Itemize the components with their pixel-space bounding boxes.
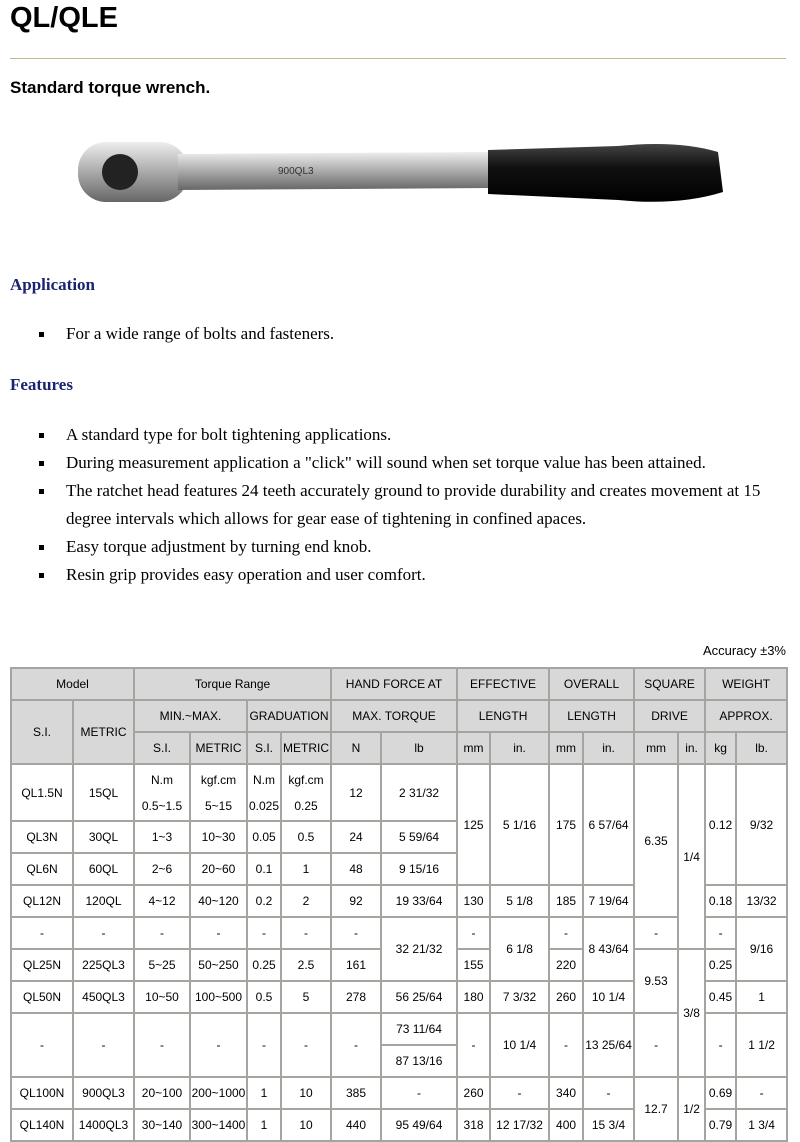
table-cell: -	[190, 917, 247, 949]
table-cell: 200~1000	[190, 1077, 247, 1109]
table-cell: QL1.5N	[11, 764, 73, 821]
table-row	[11, 917, 787, 949]
table-cell: 2 31/32	[381, 764, 457, 821]
table-cell: 13 25/64	[583, 1013, 634, 1077]
table-cell: 1~3	[134, 821, 190, 853]
list-item: The ratchet head features 24 teeth accurately ground to provide durability and creates movement at 15 degree intervals which allows for gear ease of tightening in confined apaces.	[38, 477, 778, 533]
table-cell: 5 1/16	[490, 764, 549, 885]
list-item: Easy torque adjustment by turning end knob.	[38, 533, 778, 561]
table-cell: 120QL	[73, 885, 134, 917]
header-cell: mm	[634, 732, 678, 764]
table-cell: 1 1/2	[736, 1013, 787, 1077]
table-cell: 2	[281, 885, 331, 917]
table-cell: kgf.cm 0.25	[281, 764, 331, 821]
table-cell: 0.69	[705, 1077, 736, 1109]
header-cell: lb	[381, 732, 457, 764]
table-cell: 155	[457, 949, 490, 981]
svg-text:900QL3: 900QL3	[278, 166, 314, 177]
features-heading: Features	[10, 375, 73, 394]
table-cell: 900QL3	[73, 1077, 134, 1109]
table-cell: kgf.cm 5~15	[190, 764, 247, 821]
header-cell: SQUARE	[634, 668, 705, 700]
header-cell: Torque Range	[134, 668, 331, 700]
table-cell: 92	[331, 885, 381, 917]
header-cell: S.I.	[11, 700, 73, 764]
table-cell: 3/8	[678, 949, 705, 1077]
header-cell: MIN.~MAX.	[134, 700, 247, 732]
table-cell: -	[134, 917, 190, 949]
table-cell: 6 1/8	[490, 917, 549, 981]
table-cell: 6.35	[634, 764, 678, 917]
table-row	[11, 1013, 787, 1045]
table-cell: 5	[281, 981, 331, 1013]
table-cell: -	[247, 917, 281, 949]
header-cell: MAX. TORQUE	[331, 700, 457, 732]
table-cell: 10	[281, 1077, 331, 1109]
table-cell: -	[281, 1013, 331, 1077]
table-cell: 30~140	[134, 1109, 190, 1141]
header-cell: mm	[549, 732, 583, 764]
table-cell: 5 59/64	[381, 821, 457, 853]
table-cell: 220	[549, 949, 583, 981]
table-cell: QL100N	[11, 1077, 73, 1109]
table-cell: 0.25	[247, 949, 281, 981]
table-cell: 30QL	[73, 821, 134, 853]
table-cell: 1	[247, 1109, 281, 1141]
table-cell: 1/2	[678, 1077, 705, 1141]
list-item: For a wide range of bolts and fasteners.	[38, 320, 334, 348]
table-cell: 9.53	[634, 949, 678, 1013]
header-cell: in.	[583, 732, 634, 764]
table-cell: 56 25/64	[381, 981, 457, 1013]
header-cell: kg	[705, 732, 736, 764]
table-cell: -	[11, 917, 73, 949]
table-cell: QL12N	[11, 885, 73, 917]
table-cell: 7 19/64	[583, 885, 634, 917]
table-cell: -	[381, 1077, 457, 1109]
table-cell: 19 33/64	[381, 885, 457, 917]
table-cell: -	[247, 1013, 281, 1077]
table-cell: 340	[549, 1077, 583, 1109]
table-cell: 40~120	[190, 885, 247, 917]
header-cell: HAND FORCE AT	[331, 668, 457, 700]
table-body	[11, 764, 787, 1141]
table-cell: 260	[457, 1077, 490, 1109]
table-cell: -	[634, 1013, 678, 1077]
table-cell: 2.5	[281, 949, 331, 981]
table-cell: 20~100	[134, 1077, 190, 1109]
header-cell: DRIVE	[634, 700, 705, 732]
table-cell: 12 17/32	[490, 1109, 549, 1141]
table-cell: 10 1/4	[490, 1013, 549, 1077]
table-cell: 0.18	[705, 885, 736, 917]
table-cell: 450QL3	[73, 981, 134, 1013]
table-cell: 1400QL3	[73, 1109, 134, 1141]
header-cell: OVERALL	[549, 668, 634, 700]
header-cell: in.	[490, 732, 549, 764]
table-cell: 0.2	[247, 885, 281, 917]
table-cell: -	[549, 917, 583, 949]
table-cell: 0.05	[247, 821, 281, 853]
table-cell: 225QL3	[73, 949, 134, 981]
header-cell: METRIC	[281, 732, 331, 764]
header-cell: APPROX.	[705, 700, 787, 732]
table-cell: 6 57/64	[583, 764, 634, 885]
header-cell: METRIC	[73, 700, 134, 764]
table-cell: 1	[247, 1077, 281, 1109]
header-cell: mm	[457, 732, 490, 764]
table-cell: -	[134, 1013, 190, 1077]
table-cell: QL140N	[11, 1109, 73, 1141]
application-list	[38, 320, 334, 348]
table-cell: -	[736, 1077, 787, 1109]
table-cell: 24	[331, 821, 381, 853]
table-cell: 12	[331, 764, 381, 821]
header-cell: lb.	[736, 732, 787, 764]
table-cell: 161	[331, 949, 381, 981]
accuracy-note: Accuracy ±3%	[703, 643, 786, 658]
product-subtitle: Standard torque wrench.	[10, 78, 211, 97]
table-cell: N.m 0.5~1.5	[134, 764, 190, 821]
table-cell: 1/4	[678, 764, 705, 949]
table-cell: -	[705, 917, 736, 949]
table-cell: 300~1400	[190, 1109, 247, 1141]
table-cell: 0.25	[705, 949, 736, 981]
table-cell: -	[73, 1013, 134, 1077]
table-cell: -	[705, 1013, 736, 1077]
table-cell: -	[490, 1077, 549, 1109]
table-cell: 1	[281, 853, 331, 885]
table-cell: 130	[457, 885, 490, 917]
table-cell: 100~500	[190, 981, 247, 1013]
table-cell: 9/32	[736, 764, 787, 885]
table-cell: -	[73, 917, 134, 949]
header-cell: N	[331, 732, 381, 764]
table-cell: -	[190, 1013, 247, 1077]
table-cell: 5 1/8	[490, 885, 549, 917]
application-heading: Application	[10, 275, 96, 294]
table-cell: 10~50	[134, 981, 190, 1013]
table-row	[11, 1077, 787, 1109]
header-cell: METRIC	[190, 732, 247, 764]
table-cell: -	[331, 1013, 381, 1077]
header-cell: S.I.	[134, 732, 190, 764]
table-cell: 2~6	[134, 853, 190, 885]
table-cell: -	[634, 917, 678, 949]
header-cell: S.I.	[247, 732, 281, 764]
table-cell: -	[457, 917, 490, 949]
table-cell: -	[281, 917, 331, 949]
table-cell: 95 49/64	[381, 1109, 457, 1141]
table-cell: -	[11, 1013, 73, 1077]
table-cell: 0.79	[705, 1109, 736, 1141]
table-row	[11, 764, 787, 821]
table-cell: 400	[549, 1109, 583, 1141]
header-cell: LENGTH	[549, 700, 634, 732]
table-cell: QL50N	[11, 981, 73, 1013]
table-cell: 12.7	[634, 1077, 678, 1141]
table-header	[11, 668, 787, 764]
header-row	[11, 668, 787, 700]
table-cell: 0.1	[247, 853, 281, 885]
table-cell: 440	[331, 1109, 381, 1141]
table-cell: -	[457, 1013, 490, 1077]
table-cell: N.m 0.025	[247, 764, 281, 821]
table-cell: 185	[549, 885, 583, 917]
table-cell: QL6N	[11, 853, 73, 885]
header-cell: EFFECTIVE	[457, 668, 549, 700]
table-cell: 60QL	[73, 853, 134, 885]
table-cell: 50~250	[190, 949, 247, 981]
table-cell: 0.12	[705, 764, 736, 885]
title-divider	[10, 58, 786, 59]
table-cell: 10~30	[190, 821, 247, 853]
table-cell: 0.45	[705, 981, 736, 1013]
table-cell: 175	[549, 764, 583, 885]
header-cell: LENGTH	[457, 700, 549, 732]
table-cell: 15QL	[73, 764, 134, 821]
table-cell: 32 21/32	[381, 917, 457, 981]
table-cell: 48	[331, 853, 381, 885]
table-cell: 15 3/4	[583, 1109, 634, 1141]
specifications-table	[10, 667, 788, 1142]
table-cell: 9 15/16	[381, 853, 457, 885]
header-cell: in.	[678, 732, 705, 764]
table-cell: 1 3/4	[736, 1109, 787, 1141]
header-cell: Model	[11, 668, 134, 700]
list-item: Resin grip provides easy operation and user comfort.	[38, 561, 778, 589]
table-cell: 0.5	[247, 981, 281, 1013]
page-title: QL/QLE	[10, 2, 118, 34]
table-cell: 125	[457, 764, 490, 885]
table-cell: -	[549, 1013, 583, 1077]
header-cell: WEIGHT	[705, 668, 787, 700]
table-cell: 10 1/4	[583, 981, 634, 1013]
table-cell: 73 11/64	[381, 1013, 457, 1045]
table-cell: -	[583, 1077, 634, 1109]
table-cell: 20~60	[190, 853, 247, 885]
table-cell: 318	[457, 1109, 490, 1141]
table-cell: 180	[457, 981, 490, 1013]
table-cell: 7 3/32	[490, 981, 549, 1013]
header-cell: GRADUATION	[247, 700, 331, 732]
features-list	[38, 421, 778, 589]
table-cell: 87 13/16	[381, 1045, 457, 1077]
table-cell: 13/32	[736, 885, 787, 917]
table-cell: QL3N	[11, 821, 73, 853]
header-row	[11, 700, 787, 732]
table-cell: 1	[736, 981, 787, 1013]
table-cell: 0.5	[281, 821, 331, 853]
table-cell: 8 43/64	[583, 917, 634, 981]
table-cell: 10	[281, 1109, 331, 1141]
table-cell: 260	[549, 981, 583, 1013]
table-cell: 5~25	[134, 949, 190, 981]
table-cell: 9/16	[736, 917, 787, 981]
table-cell: 4~12	[134, 885, 190, 917]
table-cell: QL25N	[11, 949, 73, 981]
list-item: During measurement application a "click" will sound when set torque value has been attained.	[38, 449, 778, 477]
torque-wrench-image	[78, 136, 728, 216]
table-cell: -	[331, 917, 381, 949]
table-cell: 385	[331, 1077, 381, 1109]
table-cell: 278	[331, 981, 381, 1013]
list-item: A standard type for bolt tightening applications.	[38, 421, 778, 449]
